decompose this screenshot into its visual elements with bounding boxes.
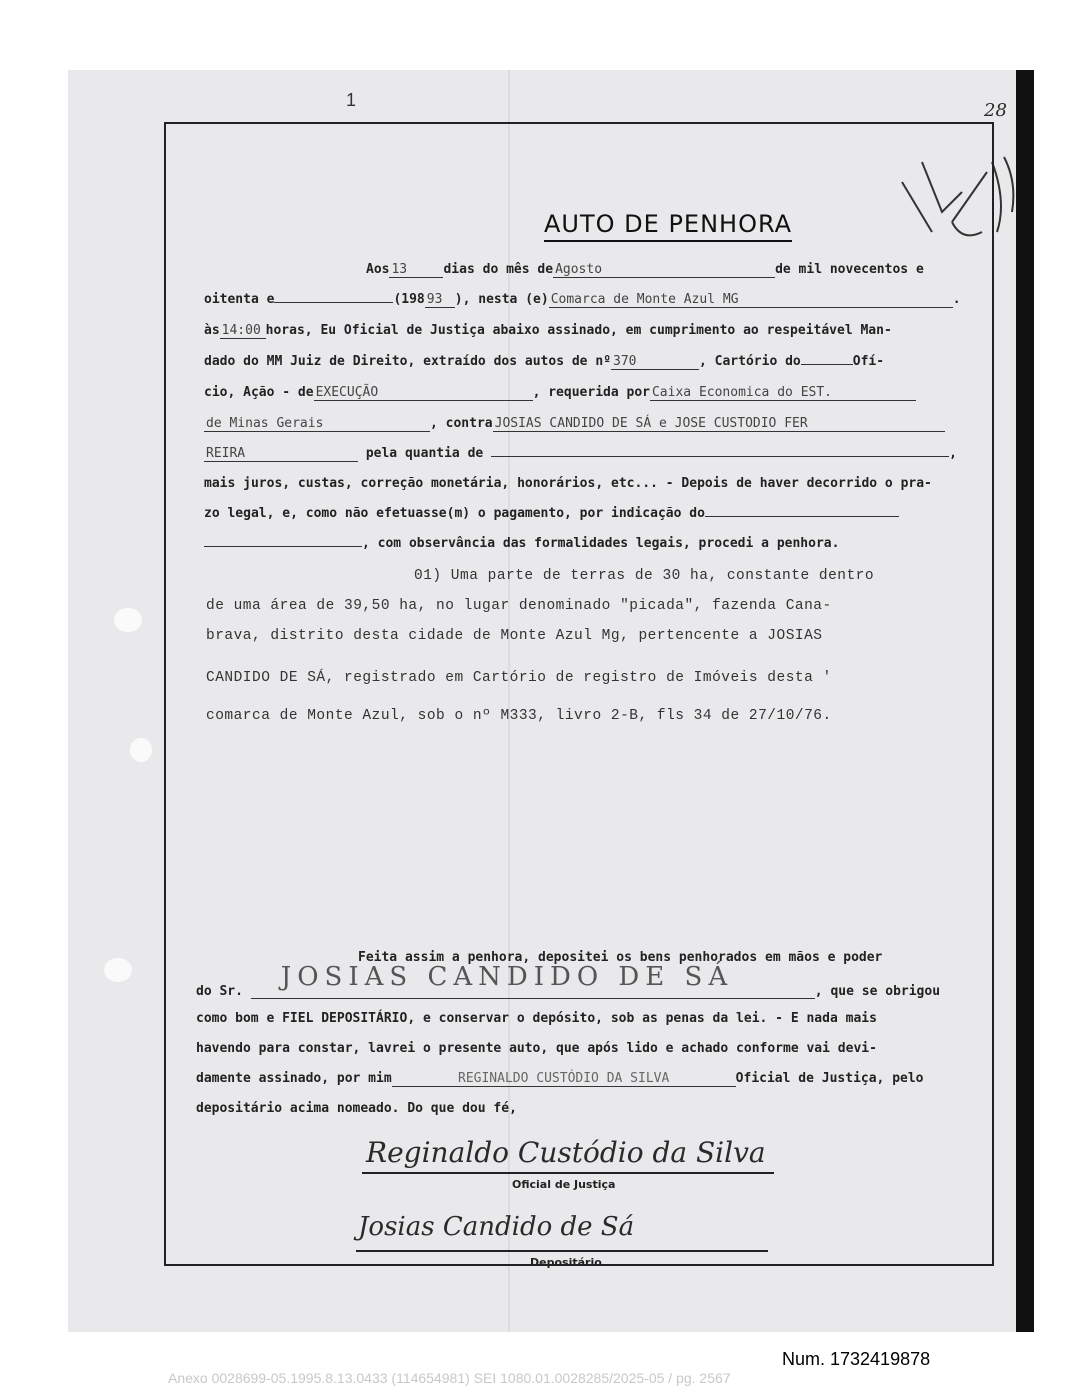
closing-line-6: depositário acima nomeado. Do que dou fé, <box>196 1101 517 1116</box>
form-line-9: zo legal, e, como não efetuasse(m) o pagamento, por indicação do <box>204 506 899 521</box>
defendant-field-cont: REIRA <box>204 446 358 462</box>
closing-line-5: damente assinado, por mim REGINALDO CUSTÓDIO DA SILVA Oficial de Justiça, pelo <box>196 1071 924 1086</box>
requester-field-cont: de Minas Gerais <box>204 416 430 432</box>
form-line-3: às 14:00 horas, Eu Oficial de Justiça abaixo assinado, em cumprimento ao respeitável Man- <box>204 323 892 338</box>
footer-reference: Anexo 0028699-05.1995.8.13.0433 (114654981) SEI 1080.01.0028285/2025-05 / pg. 2567 <box>168 1370 731 1386</box>
closing-line-2: do Sr. JOSIAS CANDIDO DE SÁ , que se obrigou <box>196 962 941 999</box>
typed-line-1: 01) Uma parte de terras de 30 ha, constante dentro <box>414 568 875 584</box>
punch-hole <box>130 738 152 762</box>
stray-mark: 1 <box>346 90 357 110</box>
form-line-10: , com observância das formalidades legais, procedi a penhora. <box>204 536 839 551</box>
typed-line-2: de uma área de 39,50 ha, no lugar denominado "picada", fazenda Cana- <box>206 598 832 614</box>
closing-line-3: como bom e FIEL DEPOSITÁRIO, e conservar o depósito, sob as penas da lei. - E nada mais <box>196 1011 877 1026</box>
requester-field: Caixa Economica do EST. <box>650 385 916 401</box>
officer-signature: Reginaldo Custódio da Silva <box>366 1136 766 1169</box>
form-line-6: de Minas Gerais , contra JOSIAS CANDIDO DE SÁ e JOSE CUSTODIO FER <box>204 416 945 432</box>
form-line-4: dado do MM Juiz de Direito, extraído dos autos de nº 370 , Cartório do Ofí- <box>204 354 885 369</box>
officer-name-field: REGINALDO CUSTÓDIO DA SILVA <box>392 1071 736 1087</box>
document-title: AUTO DE PENHORA <box>544 210 792 242</box>
depositary-name-field: JOSIAS CANDIDO DE SÁ <box>251 980 815 999</box>
form-line-1: Aos 13 dias do mês de Agosto de mil novecentos e <box>366 262 924 277</box>
typed-line-5: comarca de Monte Azul, sob o nº M333, livro 2-B, fls 34 de 27/10/76. <box>206 708 832 724</box>
punch-hole <box>104 958 132 982</box>
officer-signature-line <box>362 1172 774 1174</box>
year-field: 93 <box>425 292 455 308</box>
month-field: Agosto <box>553 262 775 278</box>
typed-line-4: CANDIDO DE SÁ, registrado em Cartório de registro de Imóveis desta ' <box>206 670 832 686</box>
depositary-label: Depositário <box>530 1256 602 1269</box>
action-field: EXECUÇÃO <box>314 385 533 401</box>
page-number-mark: 28 <box>984 100 1007 121</box>
depositary-signature-line <box>356 1250 768 1252</box>
form-frame <box>164 122 994 1269</box>
form-line-7: REIRA pela quantia de , <box>206 446 957 461</box>
amount-field <box>491 456 949 457</box>
form-line-5: cio, Ação - de EXECUÇÃO , requerida por Caixa Economica do EST. <box>204 385 916 401</box>
form-line-2: oitenta e (198 93 ), nesta (e) Comarca de Monte Azul MG . <box>204 292 961 307</box>
scan-edge <box>1016 70 1034 1332</box>
scanned-page <box>68 70 1034 1332</box>
document-number: Num. 1732419878 <box>782 1349 931 1369</box>
defendant-field: JOSIAS CANDIDO DE SÁ e JOSE CUSTODIO FER <box>493 416 945 432</box>
process-number-field: 370 <box>611 354 699 370</box>
day-field: 13 <box>389 262 443 278</box>
depositary-signature: Josias Candido de Sá <box>358 1212 635 1242</box>
hour-field: 14:00 <box>220 323 266 339</box>
closing-line-1: Feita assim a penhora, depositei os bens penhorados em mãos e poder <box>358 950 883 965</box>
closing-line-4: havendo para constar, lavrei o presente auto, que após lido e achado conforme vai devi- <box>196 1041 877 1056</box>
typed-line-3: brava, distrito desta cidade de Monte Azul Mg, pertencente a JOSIAS <box>206 628 823 644</box>
form-line-8: mais juros, custas, correção monetária, honorários, etc... - Depois de haver decorrido o pra- <box>204 476 932 491</box>
officer-label: Oficial de Justiça <box>512 1178 616 1191</box>
place-field: Comarca de Monte Azul MG <box>549 292 953 308</box>
punch-hole <box>114 608 142 632</box>
